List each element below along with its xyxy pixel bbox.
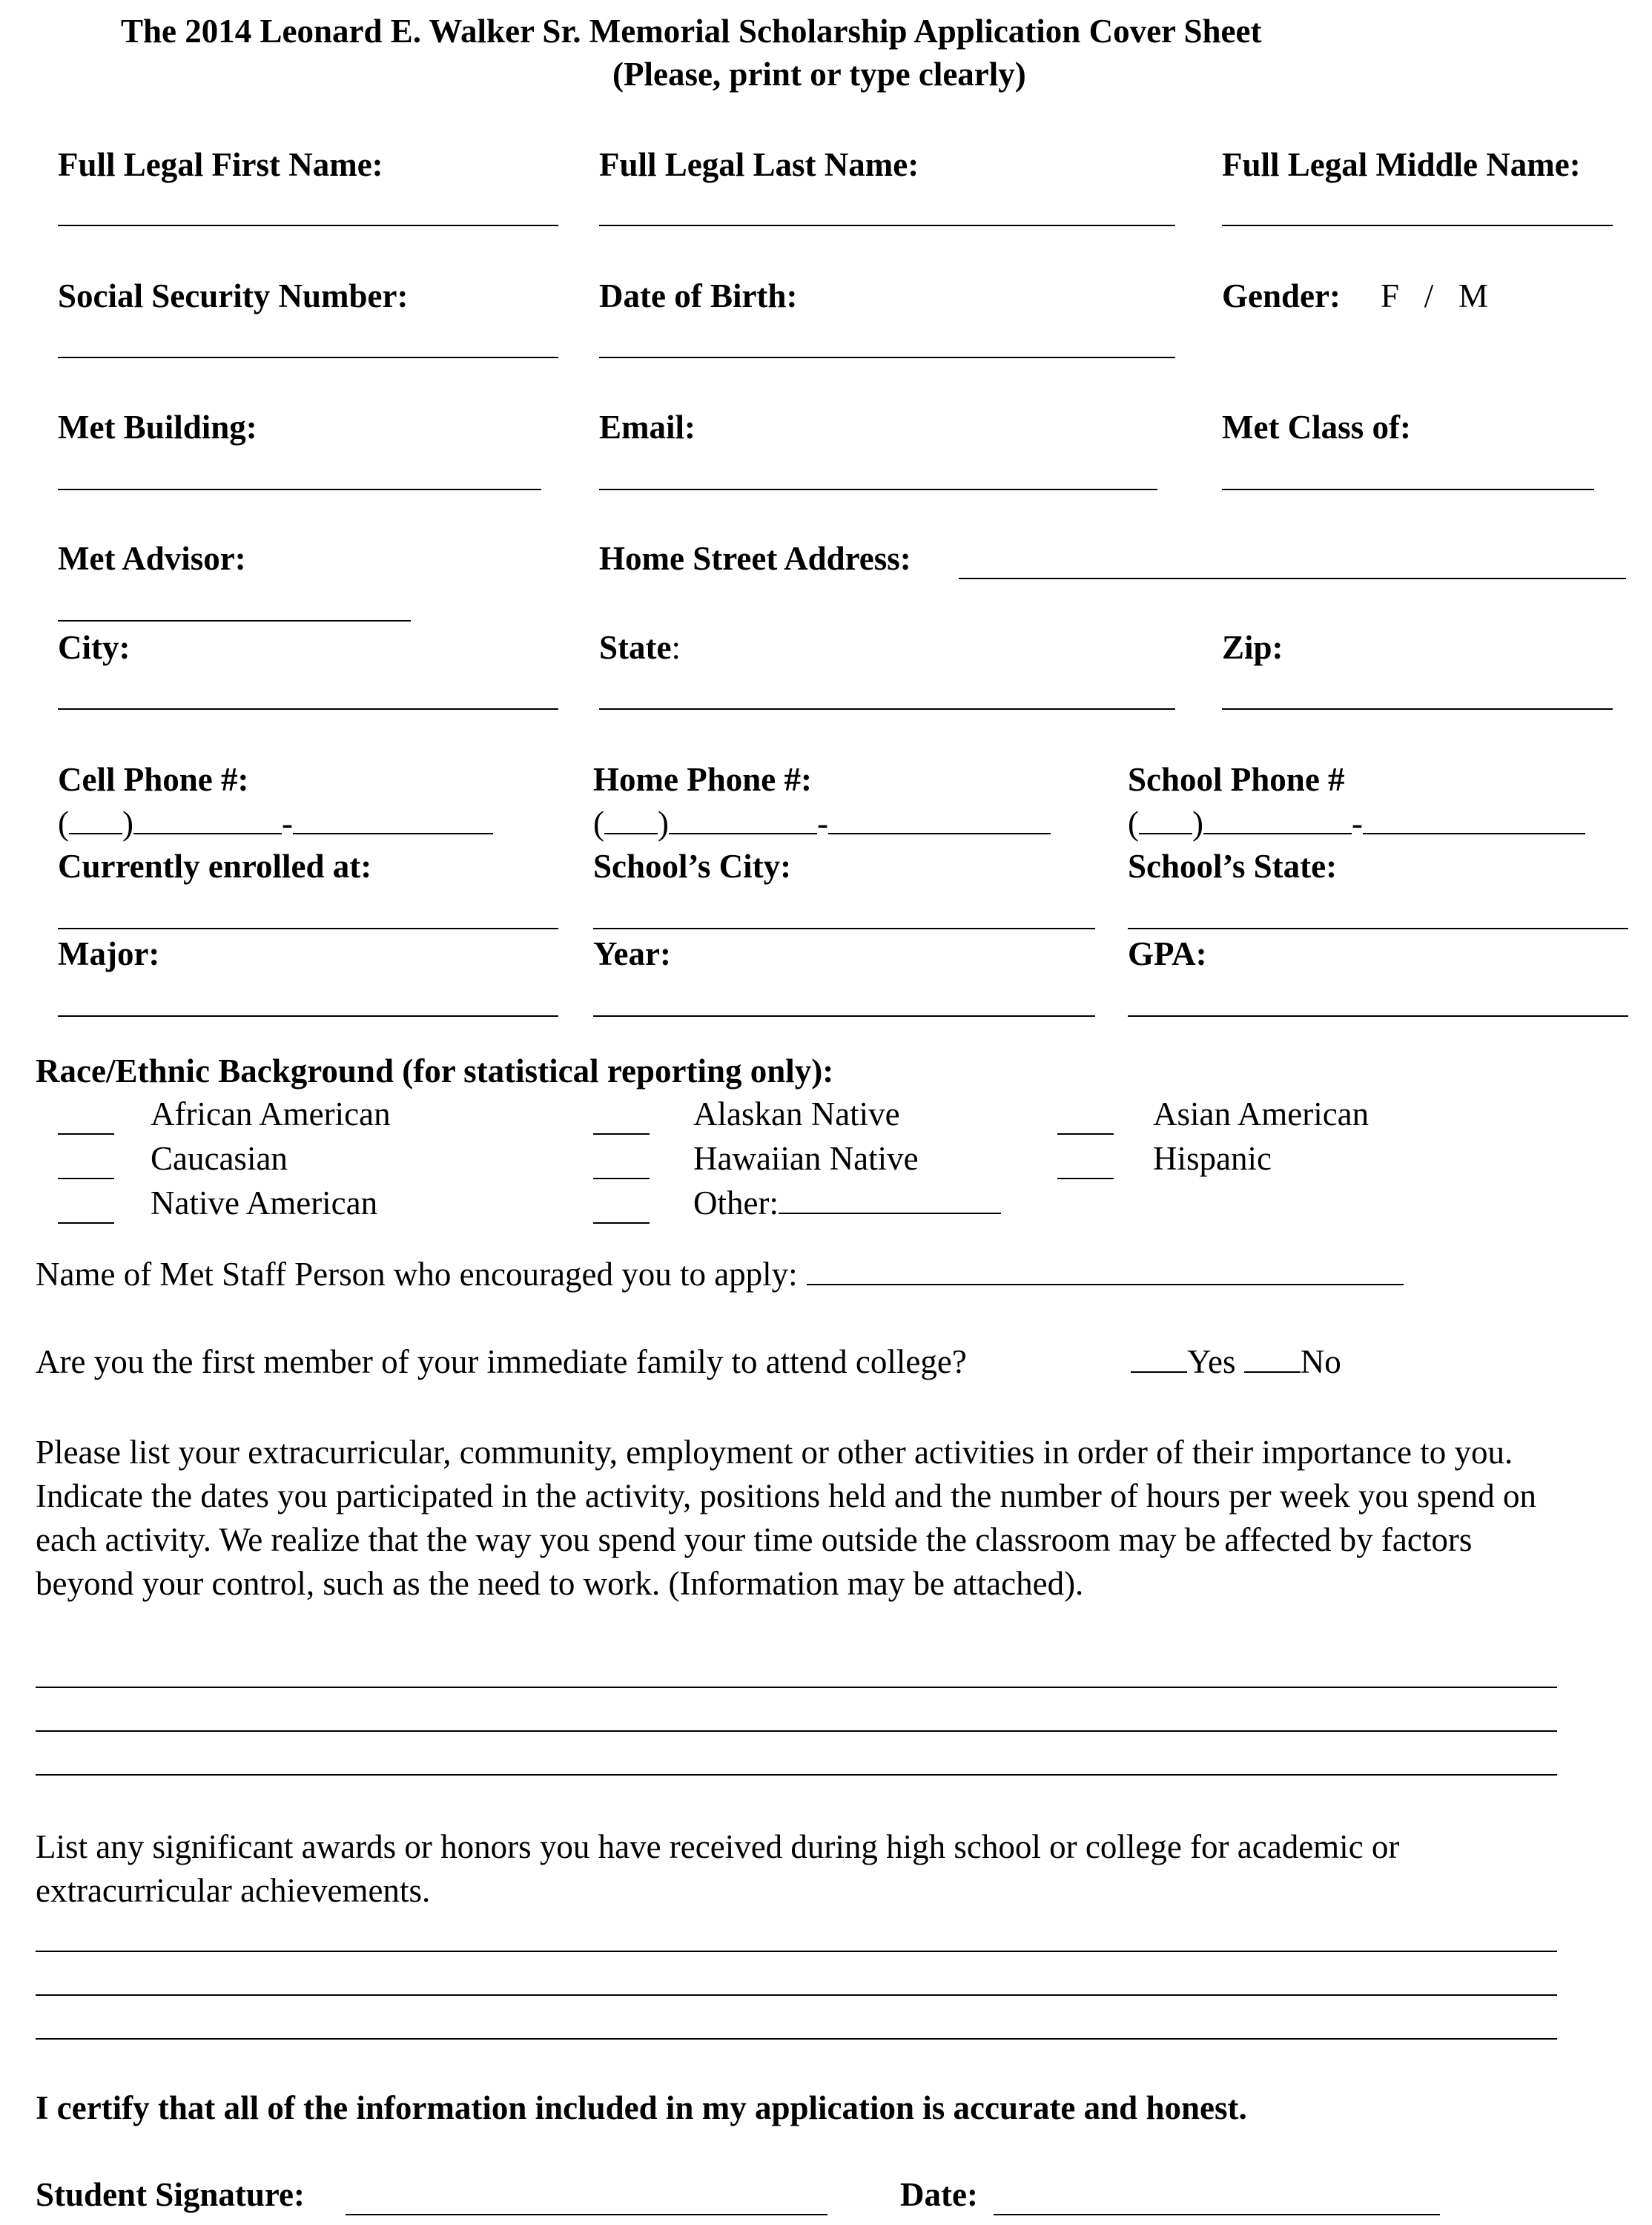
home-address-label: Home Street Address: bbox=[599, 540, 911, 577]
certification-statement: I certify that all of the information included in my application is accurate and honest. bbox=[36, 2089, 1247, 2126]
cell-phone-field[interactable] bbox=[58, 804, 493, 843]
activities-answer-line-3[interactable] bbox=[36, 1774, 1557, 1776]
year-label: Year: bbox=[593, 935, 671, 972]
school-phone-open-paren: ( bbox=[1128, 805, 1139, 842]
first-college-yes-blank[interactable] bbox=[1131, 1348, 1187, 1373]
first-college-no-label: No bbox=[1300, 1343, 1341, 1380]
awards-answer-line-2[interactable] bbox=[36, 1994, 1557, 1996]
school-state-label: School’s State: bbox=[1128, 848, 1338, 885]
met-building-label: Met Building: bbox=[58, 409, 257, 446]
activities-instructions: Please list your extracurricular, community, employment or other activities in order of their importance to you. Indicate the dates you participated in the activity, positions held and the number of hours per week you spend on each activity. We realize that the way you spend your time outside the classroom may be affected by factors beyond your control, such as the need to work. (Information may be attached). bbox=[36, 1434, 1537, 1602]
major-label: Major: bbox=[58, 935, 160, 972]
race-checkbox-asian-american[interactable] bbox=[1057, 1133, 1114, 1135]
home-address-input-line[interactable] bbox=[959, 578, 1626, 579]
form-title: The 2014 Leonard E. Walker Sr. Memorial Scholarship Application Cover Sheet bbox=[121, 13, 1262, 50]
cell-phone-label: Cell Phone #: bbox=[58, 761, 249, 798]
awards-answer-line-3[interactable] bbox=[36, 2038, 1557, 2040]
awards-instructions: List any significant awards or honors you have received during high school or college for academic or extracurricular achievements. bbox=[36, 1828, 1400, 1909]
cell-phone-dash: - bbox=[282, 805, 293, 842]
staff-name-input-line[interactable] bbox=[807, 1260, 1404, 1285]
school-phone-dash: - bbox=[1352, 805, 1363, 842]
race-checkbox-caucasian[interactable] bbox=[58, 1178, 114, 1179]
race-option-hispanic: Hispanic bbox=[1153, 1140, 1272, 1177]
city-input-line[interactable] bbox=[58, 708, 558, 710]
email-label: Email: bbox=[599, 409, 696, 446]
staff-question-text: Name of Met Staff Person who encouraged you to apply: bbox=[36, 1256, 798, 1293]
zip-input-line[interactable] bbox=[1222, 708, 1613, 710]
date-input-line[interactable] bbox=[994, 2214, 1440, 2215]
state-label-text: State bbox=[599, 629, 672, 666]
last-name-label: Full Legal Last Name: bbox=[599, 146, 919, 183]
race-checkbox-alaskan-native[interactable] bbox=[593, 1133, 650, 1135]
first-college-question: Are you the first member of your immediate family to attend college? bbox=[36, 1343, 967, 1380]
cell-phone-prefix-blank[interactable] bbox=[133, 809, 282, 834]
school-phone-prefix-blank[interactable] bbox=[1203, 809, 1352, 834]
race-option-hawaiian-native: Hawaiian Native bbox=[693, 1140, 919, 1177]
cell-phone-close-paren: ) bbox=[122, 805, 133, 842]
state-label-colon: : bbox=[671, 629, 681, 666]
middle-name-input-line[interactable] bbox=[1222, 225, 1613, 226]
enrolled-input-line[interactable] bbox=[58, 928, 558, 929]
met-advisor-label: Met Advisor: bbox=[58, 540, 246, 577]
ssn-input-line[interactable] bbox=[58, 357, 558, 358]
major-input-line[interactable] bbox=[58, 1015, 558, 1017]
activities-answer-line-2[interactable] bbox=[36, 1730, 1557, 1732]
enrolled-label: Currently enrolled at: bbox=[58, 848, 372, 885]
home-phone-close-paren: ) bbox=[658, 805, 669, 842]
first-name-label: Full Legal First Name: bbox=[58, 146, 383, 183]
first-college-yes-label: Yes bbox=[1187, 1343, 1236, 1380]
school-phone-field[interactable] bbox=[1128, 804, 1585, 843]
school-city-input-line[interactable] bbox=[593, 928, 1095, 929]
cell-phone-area-blank[interactable] bbox=[69, 809, 122, 834]
race-heading: Race/Ethnic Background (for statistical reporting only): bbox=[36, 1052, 834, 1090]
school-phone-line-blank[interactable] bbox=[1363, 809, 1585, 834]
race-option-other bbox=[693, 1184, 1001, 1222]
gender-label: Gender: bbox=[1222, 277, 1341, 314]
state-input-line[interactable] bbox=[599, 708, 1175, 710]
met-class-input-line[interactable] bbox=[1222, 489, 1594, 490]
race-option-african-american: African American bbox=[151, 1095, 391, 1133]
first-college-answer[interactable] bbox=[1131, 1342, 1341, 1381]
gpa-label: GPA: bbox=[1128, 935, 1207, 972]
state-label bbox=[599, 628, 681, 667]
middle-name-label: Full Legal Middle Name: bbox=[1222, 146, 1581, 183]
gpa-input-line[interactable] bbox=[1128, 1015, 1628, 1017]
race-checkbox-native-american[interactable] bbox=[58, 1222, 114, 1224]
ssn-label: Social Security Number: bbox=[58, 277, 409, 314]
activities-answer-line-1[interactable] bbox=[36, 1687, 1557, 1688]
met-building-input-line[interactable] bbox=[58, 489, 541, 490]
race-option-other-label: Other: bbox=[693, 1184, 779, 1222]
cell-phone-line-blank[interactable] bbox=[293, 809, 493, 834]
last-name-input-line[interactable] bbox=[599, 225, 1175, 226]
form-subtitle: (Please, print or type clearly) bbox=[612, 56, 1026, 93]
school-city-label: School’s City: bbox=[593, 848, 792, 885]
home-phone-area-blank[interactable] bbox=[604, 809, 658, 834]
school-phone-label: School Phone # bbox=[1128, 761, 1345, 798]
date-label: Date: bbox=[900, 2176, 978, 2213]
cell-phone-open-paren: ( bbox=[58, 805, 69, 842]
race-checkbox-other[interactable] bbox=[593, 1222, 650, 1224]
met-advisor-input-line[interactable] bbox=[58, 620, 411, 622]
race-option-alaskan-native: Alaskan Native bbox=[693, 1095, 900, 1133]
home-phone-prefix-blank[interactable] bbox=[669, 809, 817, 834]
home-phone-line-blank[interactable] bbox=[828, 809, 1051, 834]
gender-options[interactable]: F / M bbox=[1381, 277, 1489, 314]
race-option-asian-american: Asian American bbox=[1153, 1095, 1369, 1133]
home-phone-dash: - bbox=[817, 805, 828, 842]
zip-label: Zip: bbox=[1222, 629, 1283, 666]
race-option-caucasian: Caucasian bbox=[151, 1140, 288, 1177]
signature-label: Student Signature: bbox=[36, 2176, 305, 2213]
home-phone-label: Home Phone #: bbox=[593, 761, 812, 798]
home-phone-field[interactable] bbox=[593, 804, 1051, 843]
school-phone-area-blank[interactable] bbox=[1139, 809, 1192, 834]
race-option-native-american: Native American bbox=[151, 1184, 378, 1222]
race-checkbox-hawaiian-native[interactable] bbox=[593, 1178, 650, 1179]
first-name-input-line[interactable] bbox=[58, 225, 558, 226]
race-checkbox-hispanic[interactable] bbox=[1057, 1178, 1114, 1179]
dob-input-line[interactable] bbox=[599, 357, 1175, 358]
home-phone-open-paren: ( bbox=[593, 805, 604, 842]
race-checkbox-african-american[interactable] bbox=[58, 1133, 114, 1135]
staff-question bbox=[36, 1255, 1404, 1293]
year-input-line[interactable] bbox=[593, 1015, 1095, 1017]
city-label: City: bbox=[58, 629, 130, 666]
email-input-line[interactable] bbox=[599, 489, 1157, 490]
school-phone-close-paren: ) bbox=[1192, 805, 1203, 842]
race-other-input-line[interactable] bbox=[779, 1189, 1001, 1214]
dob-label: Date of Birth: bbox=[599, 277, 798, 314]
signature-input-line[interactable] bbox=[346, 2214, 827, 2215]
school-state-input-line[interactable] bbox=[1128, 928, 1628, 929]
awards-answer-line-1[interactable] bbox=[36, 1951, 1557, 1952]
first-college-no-blank[interactable] bbox=[1244, 1348, 1301, 1373]
met-class-label: Met Class of: bbox=[1222, 409, 1411, 446]
